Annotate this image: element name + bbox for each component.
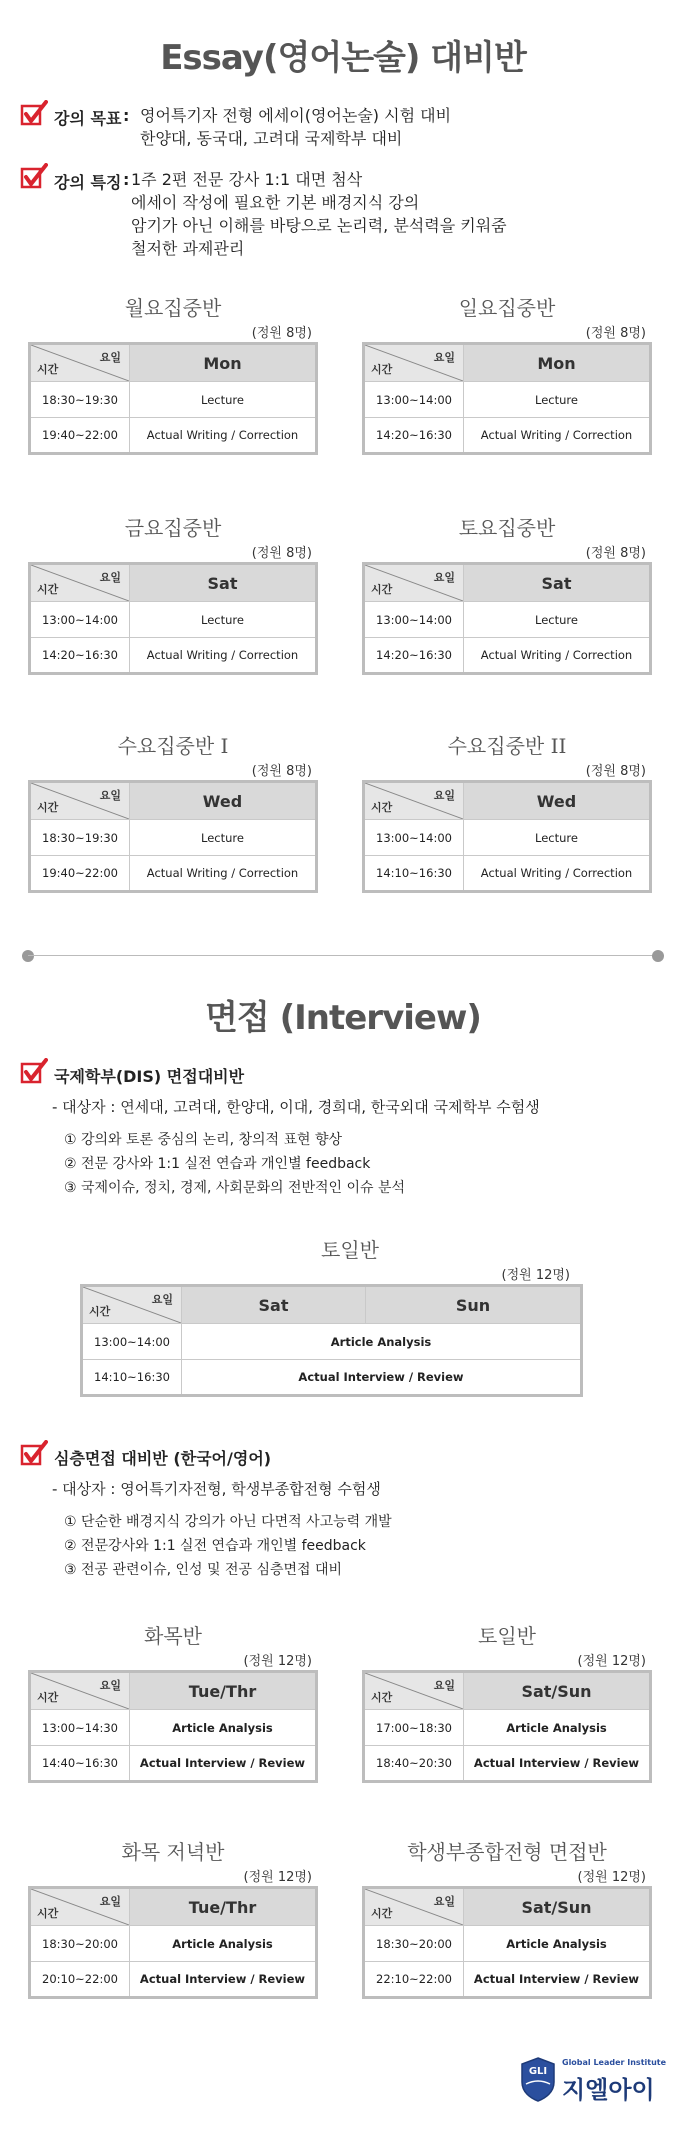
activity-cell: Actual Interview / Review	[464, 1962, 651, 1998]
check-icon	[20, 1058, 48, 1086]
dis-target: - 대상자 : 연세대, 고려대, 한양대, 이대, 경희대, 한국외대 국제학부 수험생	[52, 1098, 540, 1116]
day-header: Mon	[130, 344, 317, 382]
schedule-capacity: (정원 8명)	[251, 764, 312, 779]
time-cell: 18:30~20:00	[364, 1926, 464, 1962]
activity-cell: Lecture	[130, 602, 317, 638]
activity-cell: Actual Interview / Review	[182, 1360, 582, 1396]
schedule-table	[28, 562, 318, 675]
feature-label: 강의 특징	[54, 173, 122, 192]
dis-schedule-table	[80, 1284, 583, 1397]
corner-header: 요일 시간	[364, 564, 464, 602]
schedule-table	[28, 780, 318, 893]
corner-header: 요일 시간	[364, 344, 464, 382]
schedule-title: 화목반	[144, 1624, 202, 1648]
day-header: Sat	[130, 564, 317, 602]
schedule-title: 토일반	[478, 1624, 536, 1648]
time-cell: 13:00~14:00	[364, 602, 464, 638]
time-cell: 14:20~16:30	[364, 638, 464, 674]
schedule-capacity: (정원 12명)	[243, 1654, 312, 1669]
day-header: Sat/Sun	[464, 1672, 651, 1710]
activity-cell: Actual Interview / Review	[130, 1962, 317, 1998]
activity-cell: Actual Writing / Correction	[464, 418, 651, 454]
feature-line-2: 에세이 작성에 필요한 기본 배경지식 강의	[131, 193, 420, 212]
activity-cell: Actual Writing / Correction	[130, 638, 317, 674]
schedule-title: 수요집중반 I	[117, 734, 229, 758]
corner-header: 요일 시간	[30, 1888, 130, 1926]
day-header: Sat/Sun	[464, 1888, 651, 1926]
day-header: Mon	[464, 344, 651, 382]
essay-title: Essay(영어논술) 대비반	[160, 38, 526, 78]
corner-header: 요일 시간	[30, 344, 130, 382]
schedule-title: 일요집중반	[458, 296, 556, 320]
schedule-capacity: (정원 12명)	[577, 1654, 646, 1669]
goal-colon: :	[123, 106, 130, 125]
activity-cell: Lecture	[130, 382, 317, 418]
deep-point-1: ① 단순한 배경지식 강의가 아닌 다면적 사고능력 개발	[64, 1514, 392, 1530]
time-cell: 14:10~16:30	[82, 1360, 182, 1396]
interview-title: 면접 (Interview)	[205, 998, 481, 1038]
feature-line-4: 철저한 과제관리	[131, 239, 245, 258]
corner-header: 요일 시간	[30, 1672, 130, 1710]
check-icon	[20, 1440, 48, 1468]
dis-point-1: ① 강의와 토론 중심의 논리, 창의적 표현 향상	[64, 1132, 343, 1148]
schedule-table	[362, 1670, 652, 1783]
corner-header: 요일 시간	[364, 1888, 464, 1926]
time-cell: 13:00~14:00	[364, 820, 464, 856]
time-cell: 18:30~19:30	[30, 820, 130, 856]
section-divider	[28, 955, 658, 956]
schedule-table	[28, 342, 318, 455]
schedule-title: 수요집중반 II	[447, 734, 567, 758]
activity-cell: Actual Writing / Correction	[130, 856, 317, 892]
time-cell: 18:30~20:00	[30, 1926, 130, 1962]
schedule-capacity: (정원 8명)	[251, 546, 312, 561]
activity-cell: Actual Interview / Review	[464, 1746, 651, 1782]
goal-line-1: 영어특기자 전형 에세이(영어논술) 시험 대비	[140, 106, 452, 125]
activity-cell: Article Analysis	[130, 1926, 317, 1962]
activity-cell: Actual Writing / Correction	[464, 856, 651, 892]
schedule-capacity: (정원 8명)	[585, 326, 646, 341]
divider-dot-left	[22, 950, 34, 962]
day-header: Wed	[130, 782, 317, 820]
activity-cell: Lecture	[464, 820, 651, 856]
corner-header: 요일 시간	[30, 782, 130, 820]
schedule-table	[362, 780, 652, 893]
time-cell: 13:00~14:30	[30, 1710, 130, 1746]
logo-badge: GLI	[528, 2066, 548, 2077]
time-cell: 14:20~16:30	[30, 638, 130, 674]
activity-cell: Actual Writing / Correction	[130, 418, 317, 454]
time-cell: 13:00~14:00	[30, 602, 130, 638]
activity-cell: Lecture	[130, 820, 317, 856]
schedule-capacity: (정원 8명)	[251, 326, 312, 341]
time-cell: 18:40~20:30	[364, 1746, 464, 1782]
schedule-table	[362, 1886, 652, 1999]
logo-tagline: Global Leader Institute	[562, 2058, 667, 2067]
time-cell: 19:40~22:00	[30, 418, 130, 454]
activity-cell: Actual Interview / Review	[130, 1746, 317, 1782]
time-cell: 14:40~16:30	[30, 1746, 130, 1782]
divider-dot-right	[652, 950, 664, 962]
schedule-title: 학생부종합전형 면접반	[407, 1840, 607, 1864]
time-cell: 14:20~16:30	[364, 418, 464, 454]
dis-table-title: 토일반	[321, 1238, 379, 1262]
time-cell: 14:10~16:30	[364, 856, 464, 892]
day-header: Tue/Thr	[130, 1672, 317, 1710]
corner-header: 요일 시간	[364, 1672, 464, 1710]
deep-target: - 대상자 : 영어특기자전형, 학생부종합전형 수험생	[52, 1480, 381, 1498]
activity-cell: Lecture	[464, 602, 651, 638]
feature-colon: :	[123, 170, 130, 189]
corner-header: 요일 시간	[30, 564, 130, 602]
day-header: Sat	[464, 564, 651, 602]
schedule-capacity: (정원 12명)	[243, 1870, 312, 1885]
activity-cell: Article Analysis	[464, 1710, 651, 1746]
time-cell: 13:00~14:00	[82, 1324, 182, 1360]
dis-point-2: ② 전문 강사와 1:1 실전 연습과 개인별 feedback	[64, 1156, 371, 1172]
dis-label: 국제학부(DIS) 면접대비반	[54, 1067, 245, 1086]
time-cell: 18:30~19:30	[30, 382, 130, 418]
dis-point-3: ③ 국제이슈, 정치, 경제, 사회문화의 전반적인 이슈 분석	[64, 1180, 406, 1196]
schedule-title: 화목 저녁반	[121, 1840, 225, 1864]
time-cell: 17:00~18:30	[364, 1710, 464, 1746]
goal-line-2: 한양대, 동국대, 고려대 국제학부 대비	[140, 129, 403, 148]
schedule-capacity: (정원 8명)	[585, 546, 646, 561]
day-header: Tue/Thr	[130, 1888, 317, 1926]
schedule-table	[28, 1886, 318, 1999]
schedule-title: 토요집중반	[458, 516, 556, 540]
day-header-sun: Sun	[366, 1286, 582, 1324]
deep-point-2: ② 전문강사와 1:1 실전 연습과 개인별 feedback	[64, 1538, 366, 1554]
corner-header: 요일 시간	[364, 782, 464, 820]
time-cell: 22:10~22:00	[364, 1962, 464, 1998]
activity-cell: Article Analysis	[464, 1926, 651, 1962]
corner-header: 요일 시간	[82, 1286, 182, 1324]
shield-icon	[520, 2056, 556, 2102]
feature-line-3: 암기가 아닌 이해를 바탕으로 논리력, 분석력을 키워줌	[131, 216, 507, 235]
schedule-title: 금요집중반	[124, 516, 222, 540]
deep-label: 심층면접 대비반 (한국어/영어)	[54, 1449, 272, 1468]
feature-line-1: 1주 2편 전문 강사 1:1 대면 첨삭	[131, 170, 363, 189]
day-header-sat: Sat	[182, 1286, 366, 1324]
logo-name: 지엘아이	[562, 2076, 655, 2104]
activity-cell: Article Analysis	[130, 1710, 317, 1746]
dis-table-capacity: (정원 12명)	[501, 1268, 570, 1283]
schedule-table	[362, 562, 652, 675]
schedule-capacity: (정원 8명)	[585, 764, 646, 779]
day-header: Wed	[464, 782, 651, 820]
time-cell: 19:40~22:00	[30, 856, 130, 892]
activity-cell: Article Analysis	[182, 1324, 582, 1360]
gli-logo	[520, 2054, 670, 2110]
activity-cell: Actual Writing / Correction	[464, 638, 651, 674]
activity-cell: Lecture	[464, 382, 651, 418]
goal-label: 강의 목표	[54, 109, 122, 128]
schedule-title: 월요집중반	[124, 296, 222, 320]
schedule-capacity: (정원 12명)	[577, 1870, 646, 1885]
time-cell: 20:10~22:00	[30, 1962, 130, 1998]
check-icon	[20, 100, 48, 128]
schedule-table	[28, 1670, 318, 1783]
time-cell: 13:00~14:00	[364, 382, 464, 418]
deep-point-3: ③ 전공 관련이슈, 인성 및 전공 심층면접 대비	[64, 1562, 343, 1578]
schedule-table	[362, 342, 652, 455]
check-icon	[20, 163, 48, 191]
